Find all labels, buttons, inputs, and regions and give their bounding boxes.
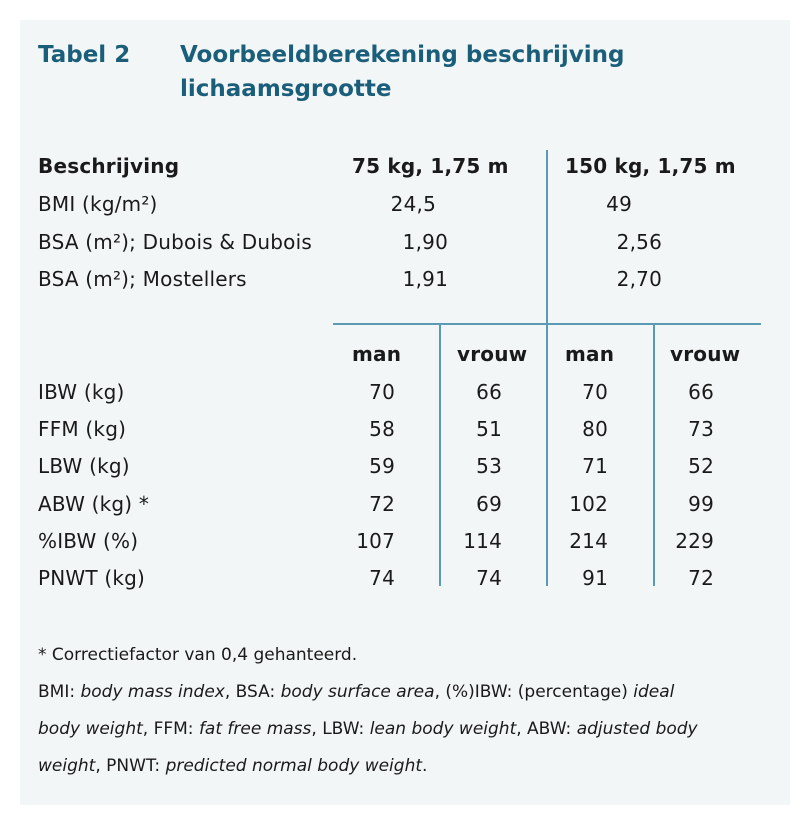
cell-value: 73 [688, 417, 714, 441]
cell-value: 66 [688, 380, 714, 404]
footnote-segment: adjusted body [576, 719, 698, 739]
footnote-segment: lean body weight [369, 719, 517, 739]
divider-horizontal [333, 323, 761, 325]
cell-value: 69 [476, 492, 502, 516]
cell-value: 2,56 [616, 230, 662, 254]
cell-value: 59 [369, 454, 395, 478]
cell-value: 70 [582, 380, 608, 404]
cell-value: 114 [463, 529, 502, 553]
table-title-line-2: lichaamsgrootte [180, 76, 392, 102]
row-label: BSA (m²); Mostellers [38, 267, 247, 291]
footnote-abbreviations-line [38, 681, 674, 703]
divider-vertical-75kg [439, 324, 441, 586]
cell-value: 66 [476, 380, 502, 404]
cell-value: 74 [369, 566, 395, 590]
cell-value: 72 [369, 492, 395, 516]
cell-value: 1,90 [402, 230, 448, 254]
footnote-segment: , (%)IBW: (percentage) [434, 682, 634, 702]
footnote-abbreviations-line [38, 755, 427, 777]
cell-value: 58 [369, 417, 395, 441]
subheader-man-75kg: man [352, 342, 402, 366]
cell-value: 24,5 [390, 192, 436, 216]
cell-value: 229 [675, 529, 714, 553]
footnote-segment: , FFM: [142, 719, 199, 739]
footnote-segment: weight [38, 756, 96, 776]
footnote-star: * Correctiefactor van 0,4 gehanteerd. [38, 645, 358, 665]
footnote-segment: , LBW: [311, 719, 370, 739]
footnote-segment: , BSA: [224, 682, 281, 702]
cell-value: 214 [569, 529, 608, 553]
row-label: PNWT (kg) [38, 566, 146, 590]
subheader-vrouw-75kg: vrouw [457, 342, 528, 366]
cell-value: 52 [688, 454, 714, 478]
footnote-segment: . [422, 756, 428, 776]
row-label: BSA (m²); Dubois & Dubois [38, 230, 312, 254]
footnote-segment: ideal [633, 682, 675, 702]
cell-value: 72 [688, 566, 714, 590]
header-col-75kg: 75 kg, 1,75 m [352, 154, 509, 178]
row-label: LBW (kg) [38, 454, 130, 478]
row-label: IBW (kg) [38, 380, 125, 404]
cell-value: 91 [582, 566, 608, 590]
cell-value: 71 [582, 454, 608, 478]
row-label: ABW (kg) * [38, 492, 150, 516]
row-label: FFM (kg) [38, 417, 127, 441]
footnote-segment: , PNWT: [95, 756, 166, 776]
header-col-150kg: 150 kg, 1,75 m [565, 154, 736, 178]
footnote-segment: predicted normal body weight [165, 756, 423, 776]
cell-value: 49 [606, 192, 632, 216]
cell-value: 80 [582, 417, 608, 441]
table-title [180, 38, 624, 106]
row-label: BMI (kg/m²) [38, 192, 158, 216]
table-number: Tabel 2 [38, 42, 131, 68]
cell-value: 2,70 [616, 267, 662, 291]
cell-value: 1,91 [402, 267, 448, 291]
footnote-segment: body surface area [280, 682, 435, 702]
cell-value: 74 [476, 566, 502, 590]
footnote-segment: fat free mass [198, 719, 312, 739]
cell-value: 99 [688, 492, 714, 516]
footnote-segment: , ABW: [516, 719, 577, 739]
cell-value: 53 [476, 454, 502, 478]
header-description: Beschrijving [38, 154, 180, 178]
table-title-line-1: Voorbeeldberekening beschrijving [180, 42, 625, 68]
footnote-abbreviations-line [38, 718, 698, 740]
subheader-vrouw-150kg: vrouw [670, 342, 741, 366]
footnote-segment: body mass index [80, 682, 225, 702]
subheader-man-150kg: man [565, 342, 615, 366]
cell-value: 102 [569, 492, 608, 516]
cell-value: 107 [356, 529, 395, 553]
cell-value: 51 [476, 417, 502, 441]
cell-value: 70 [369, 380, 395, 404]
row-label: %IBW (%) [38, 529, 139, 553]
divider-vertical-main [546, 150, 548, 586]
footnote-segment: BMI: [38, 682, 81, 702]
footnote-segment: body weight [38, 719, 143, 739]
